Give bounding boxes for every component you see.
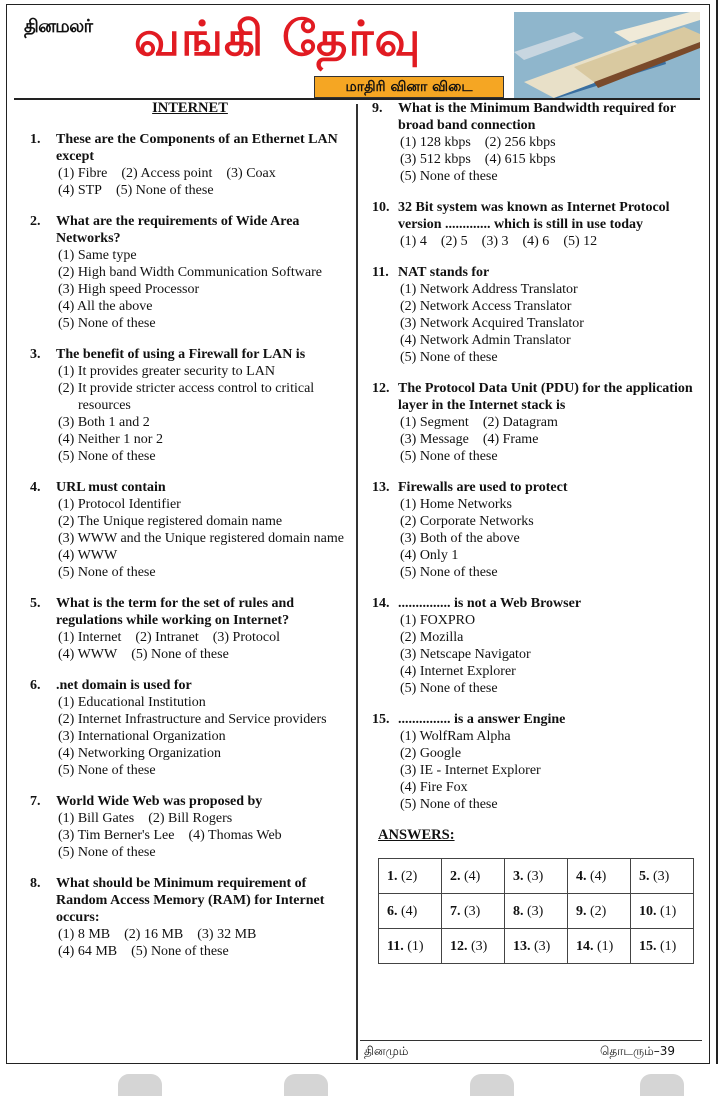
answer-option: (2) Network Access Translator: [400, 299, 572, 314]
answer-key-number: 14.: [576, 938, 594, 954]
option-row: [30, 926, 350, 943]
answer-key-cell: [442, 894, 505, 929]
answer-key-value: (4): [401, 903, 418, 919]
question-stem: [30, 595, 350, 629]
answer-key-number: 5.: [639, 868, 650, 884]
question-number: 10.: [372, 200, 390, 215]
answer-key-number: 7.: [450, 903, 461, 919]
answer-option: (2) Datagram: [482, 415, 558, 430]
question-number: 15.: [372, 712, 390, 727]
answer-key-value: (4): [464, 868, 481, 884]
answer-key-value: (3): [527, 868, 544, 884]
answer-option: (5) None of these: [58, 449, 156, 464]
answer-option: (1) Network Address Translator: [400, 282, 578, 297]
answer-option: (3) Netscape Navigator: [400, 647, 531, 662]
question-number: 7.: [30, 794, 41, 809]
question-stem: [372, 595, 702, 612]
answer-option: (3) Both 1 and 2: [58, 415, 150, 430]
answer-option: (5) 12: [563, 234, 598, 249]
option-row: [372, 151, 702, 168]
answer-key-cell: [568, 894, 631, 929]
question-stem: [372, 479, 702, 496]
answer-key-number: 4.: [576, 868, 587, 884]
answer-option: (5) None of these: [400, 797, 498, 812]
question-stem: [30, 131, 350, 165]
option-row: [30, 629, 350, 646]
answer-option: (3) Network Acquired Translator: [400, 316, 584, 331]
question-item: [372, 264, 702, 366]
answer-option: (5) None of these: [400, 449, 498, 464]
option-row: [372, 233, 702, 250]
answer-option: (4) Thomas Web: [188, 828, 282, 843]
scroll-hint-tab: [284, 1074, 328, 1096]
question-text: What is the term for the set of rules and regulations while working on Internet?: [56, 596, 295, 628]
question-text: What is the Minimum Bandwidth required for broad band connection: [398, 101, 676, 133]
answer-key-row: [379, 929, 694, 964]
right-edge-rule: [716, 0, 718, 1064]
question-number: 14.: [372, 596, 390, 611]
answer-option: (3) Both of the above: [400, 531, 520, 546]
question-item: [372, 479, 702, 581]
scroll-hint-tab: [118, 1074, 162, 1096]
logo-text: தினமலர்: [24, 16, 93, 37]
answer-option: (2) Internet Infrastructure and Service providers: [58, 712, 327, 727]
answer-option: (5) None of these: [131, 944, 229, 959]
answer-option: (3) IE - Internet Explorer: [400, 763, 541, 778]
answer-option: (1) Home Networks: [400, 497, 512, 512]
question-item: [372, 595, 702, 697]
question-stem: [372, 264, 702, 281]
answer-option: (1) Educational Institution: [58, 695, 206, 710]
answer-option: (4) 615 kbps: [484, 152, 556, 167]
answer-key-cell: [505, 894, 568, 929]
answer-option: (4) All the above: [58, 299, 153, 314]
question-stem: [30, 346, 350, 363]
question-text: Firewalls are used to protect: [398, 480, 568, 495]
answer-option: (2) Mozilla: [400, 630, 464, 645]
question-stem: [372, 380, 702, 414]
question-item: [30, 677, 350, 779]
option-row: [30, 844, 350, 861]
answer-option: (2) Google: [400, 746, 462, 761]
answer-option: (5) None of these: [58, 565, 156, 580]
answer-option: (5) None of these: [58, 763, 156, 778]
scroll-hint-tab: [470, 1074, 514, 1096]
answer-key-value: (3): [471, 938, 488, 954]
answer-option: (3) High speed Processor: [58, 282, 200, 297]
question-text: ............... is not a Web Browser: [398, 596, 582, 611]
answers-title: ANSWERS:: [378, 827, 455, 843]
answer-key-number: 2.: [450, 868, 461, 884]
answer-key-number: 12.: [450, 938, 468, 954]
question-text: URL must contain: [56, 480, 166, 495]
answer-key-value: (3): [464, 903, 481, 919]
question-text: The benefit of using a Firewall for LAN is: [56, 347, 306, 362]
question-number: 8.: [30, 876, 41, 891]
question-number: 6.: [30, 678, 41, 693]
answer-key-value: (1): [407, 938, 424, 954]
question-item: [30, 213, 350, 332]
answer-key-value: (4): [590, 868, 607, 884]
answer-option: (4) Networking Organization: [58, 746, 222, 761]
question-number: 3.: [30, 347, 41, 362]
question-number: 5.: [30, 596, 41, 611]
answer-key-cell: [631, 894, 694, 929]
question-stem: [30, 793, 350, 810]
answer-option: (1) 8 MB: [58, 927, 111, 942]
answer-option: (1) Protocol Identifier: [58, 497, 181, 512]
answer-option: (1) Internet: [58, 630, 122, 645]
footer-page-label: தொடரும்–39: [600, 1044, 676, 1058]
answer-key-cell: [379, 894, 442, 929]
question-item: [30, 346, 350, 465]
option-row: [30, 810, 350, 827]
answer-option: (1) 4: [400, 234, 427, 249]
answer-option: (1) WolfRam Alpha: [400, 729, 511, 744]
question-number: 2.: [30, 214, 41, 229]
answer-key-cell: [442, 929, 505, 964]
answer-key-number: 13.: [513, 938, 531, 954]
left-column: [30, 100, 350, 974]
question-item: [372, 199, 702, 250]
footer-rule: [360, 1040, 702, 1041]
answer-option: (1) It provides greater security to LAN: [58, 364, 275, 379]
answer-option: (4) Internet Explorer: [400, 664, 516, 679]
question-number: 9.: [372, 101, 383, 116]
question-number: 11.: [372, 265, 389, 280]
answer-key-table: [378, 858, 694, 964]
option-row: [372, 168, 702, 185]
question-number: 4.: [30, 480, 41, 495]
answer-option: (1) Segment: [400, 415, 469, 430]
page-header: [14, 8, 700, 98]
question-item: [372, 711, 702, 813]
answer-option: (4) 64 MB: [58, 944, 118, 959]
question-stem: [30, 875, 350, 926]
question-stem: [30, 213, 350, 247]
answer-option: (2) Corporate Networks: [400, 514, 534, 529]
right-column: [372, 100, 702, 964]
answer-option: (4) WWW: [58, 548, 118, 563]
answer-option: (5) None of these: [58, 845, 156, 860]
answer-option: (5) None of these: [400, 681, 498, 696]
question-item: [30, 131, 350, 199]
question-item: [30, 479, 350, 581]
option-row: [30, 165, 350, 182]
answer-option: (4) Fire Fox: [400, 780, 468, 795]
answer-option: (5) None of these: [400, 350, 498, 365]
question-number: 12.: [372, 381, 390, 396]
answer-key-value: (2): [401, 868, 418, 884]
answer-option: (2) Bill Rogers: [148, 811, 233, 826]
answer-option: (5) None of these: [115, 183, 214, 198]
answer-option: (3) WWW and the Unique registered domain name: [58, 531, 344, 546]
banner-title: வங்கி தேர்வு: [134, 11, 422, 67]
question-text: NAT stands for: [398, 265, 490, 280]
answer-option: (1) Fibre: [58, 166, 108, 181]
option-row: [30, 182, 350, 199]
answer-key-value: (2): [590, 903, 607, 919]
question-text: The Protocol Data Unit (PDU) for the application layer in the Internet stack is: [398, 381, 693, 413]
answer-key-number: 8.: [513, 903, 524, 919]
answer-option: (4) WWW: [58, 647, 118, 662]
column-divider: [356, 104, 358, 1060]
question-item: [30, 595, 350, 663]
answer-key-row: [379, 859, 694, 894]
question-stem: [372, 199, 702, 233]
answer-option: (1) Same type: [58, 248, 137, 263]
question-item: [372, 380, 702, 465]
answer-key-value: (3): [534, 938, 551, 954]
option-row: [30, 646, 350, 663]
answer-option: (2) Access point: [121, 166, 213, 181]
answer-key-number: 1.: [387, 868, 398, 884]
answer-option: (5) None of these: [400, 169, 498, 184]
answer-option: (5) None of these: [131, 647, 229, 662]
option-row: [372, 134, 702, 151]
answer-option: (4) Frame: [482, 432, 539, 447]
answer-option: (5) None of these: [400, 565, 498, 580]
answer-key-number: 3.: [513, 868, 524, 884]
answer-option: (2) 16 MB: [124, 927, 184, 942]
question-number: 1.: [30, 132, 41, 147]
question-text: ............... is a answer Engine: [398, 712, 566, 727]
answer-key-number: 9.: [576, 903, 587, 919]
scroll-hint-tab: [640, 1074, 684, 1096]
answer-key-cell: [442, 859, 505, 894]
answer-option: (1) FOXPRO: [400, 613, 476, 628]
answer-option: (1) Bill Gates: [58, 811, 135, 826]
question-stem: [30, 479, 350, 496]
answer-option: (2) The Unique registered domain name: [58, 514, 283, 529]
question-text: What should be Minimum requirement of Random Access Memory (RAM) for Internet occurs:: [56, 876, 325, 925]
answer-option: (3) 3: [481, 234, 509, 249]
answer-option: (3) Message: [400, 432, 469, 447]
books-illustration-icon: [514, 12, 700, 98]
option-row: [372, 414, 702, 431]
question-text: .net domain is used for: [56, 678, 192, 693]
answer-key-cell: [505, 859, 568, 894]
question-stem: [372, 100, 702, 134]
answer-key-cell: [568, 859, 631, 894]
answer-key-value: (3): [653, 868, 670, 884]
answer-option: (4) Neither 1 nor 2: [58, 432, 163, 447]
answer-option: (2) Intranet: [135, 630, 199, 645]
question-text: 32 Bit system was known as Internet Protocol version ............. which is still in use today: [398, 200, 670, 232]
answer-option: (5) None of these: [58, 316, 156, 331]
answer-option: (4) Only 1: [400, 548, 459, 563]
answer-key-cell: [631, 859, 694, 894]
option-row: [372, 431, 702, 448]
answer-option: (2) 256 kbps: [484, 135, 556, 150]
answer-option: (3) Tim Berner's Lee: [58, 828, 175, 843]
answer-option: (3) Coax: [226, 166, 276, 181]
answer-key-number: 15.: [639, 938, 657, 954]
question-item: [372, 100, 702, 185]
answer-key-cell: [379, 929, 442, 964]
answer-option: (1) 128 kbps: [400, 135, 471, 150]
answer-option: (2) 5: [440, 234, 468, 249]
question-stem: [30, 677, 350, 694]
answer-key-value: (3): [527, 903, 544, 919]
newspaper-logo: [24, 16, 93, 39]
question-text: World Wide Web was proposed by: [56, 794, 263, 809]
section-title: INTERNET: [152, 100, 228, 116]
answer-key-cell: [568, 929, 631, 964]
answer-option: (4) STP: [58, 183, 102, 198]
answer-key-cell: [379, 859, 442, 894]
answer-key-number: 11.: [387, 938, 404, 954]
answer-option: (3) Protocol: [212, 630, 280, 645]
answer-option: (4) Network Admin Translator: [400, 333, 571, 348]
answer-key-value: (1): [660, 903, 677, 919]
answer-key-value: (1): [597, 938, 614, 954]
question-number: 13.: [372, 480, 390, 495]
answer-key-cell: [505, 929, 568, 964]
answer-option: (4) 6: [522, 234, 550, 249]
answer-option: (2) High band Width Communication Software: [58, 265, 322, 280]
footer-left-text: தினமும்: [364, 1044, 409, 1058]
question-item: [30, 793, 350, 861]
answer-key-cell: [631, 929, 694, 964]
question-text: What are the requirements of Wide Area Networks?: [56, 214, 300, 246]
question-stem: [372, 711, 702, 728]
answer-key-row: [379, 894, 694, 929]
answer-option: (3) 32 MB: [197, 927, 257, 942]
answer-key-number: 6.: [387, 903, 398, 919]
option-row: [372, 448, 702, 465]
answer-key-value: (1): [660, 938, 677, 954]
question-text: These are the Components of an Ethernet LAN except: [56, 132, 338, 164]
answer-option: (3) 512 kbps: [400, 152, 471, 167]
question-item: [30, 875, 350, 960]
banner-subtitle: மாதிரி வினா விடை: [314, 76, 504, 98]
option-row: [30, 943, 350, 960]
answer-option: (2) It provide stricter access control to critical resources: [58, 381, 315, 413]
answer-option: (3) International Organization: [58, 729, 226, 744]
answer-key-number: 10.: [639, 903, 657, 919]
option-row: [30, 827, 350, 844]
